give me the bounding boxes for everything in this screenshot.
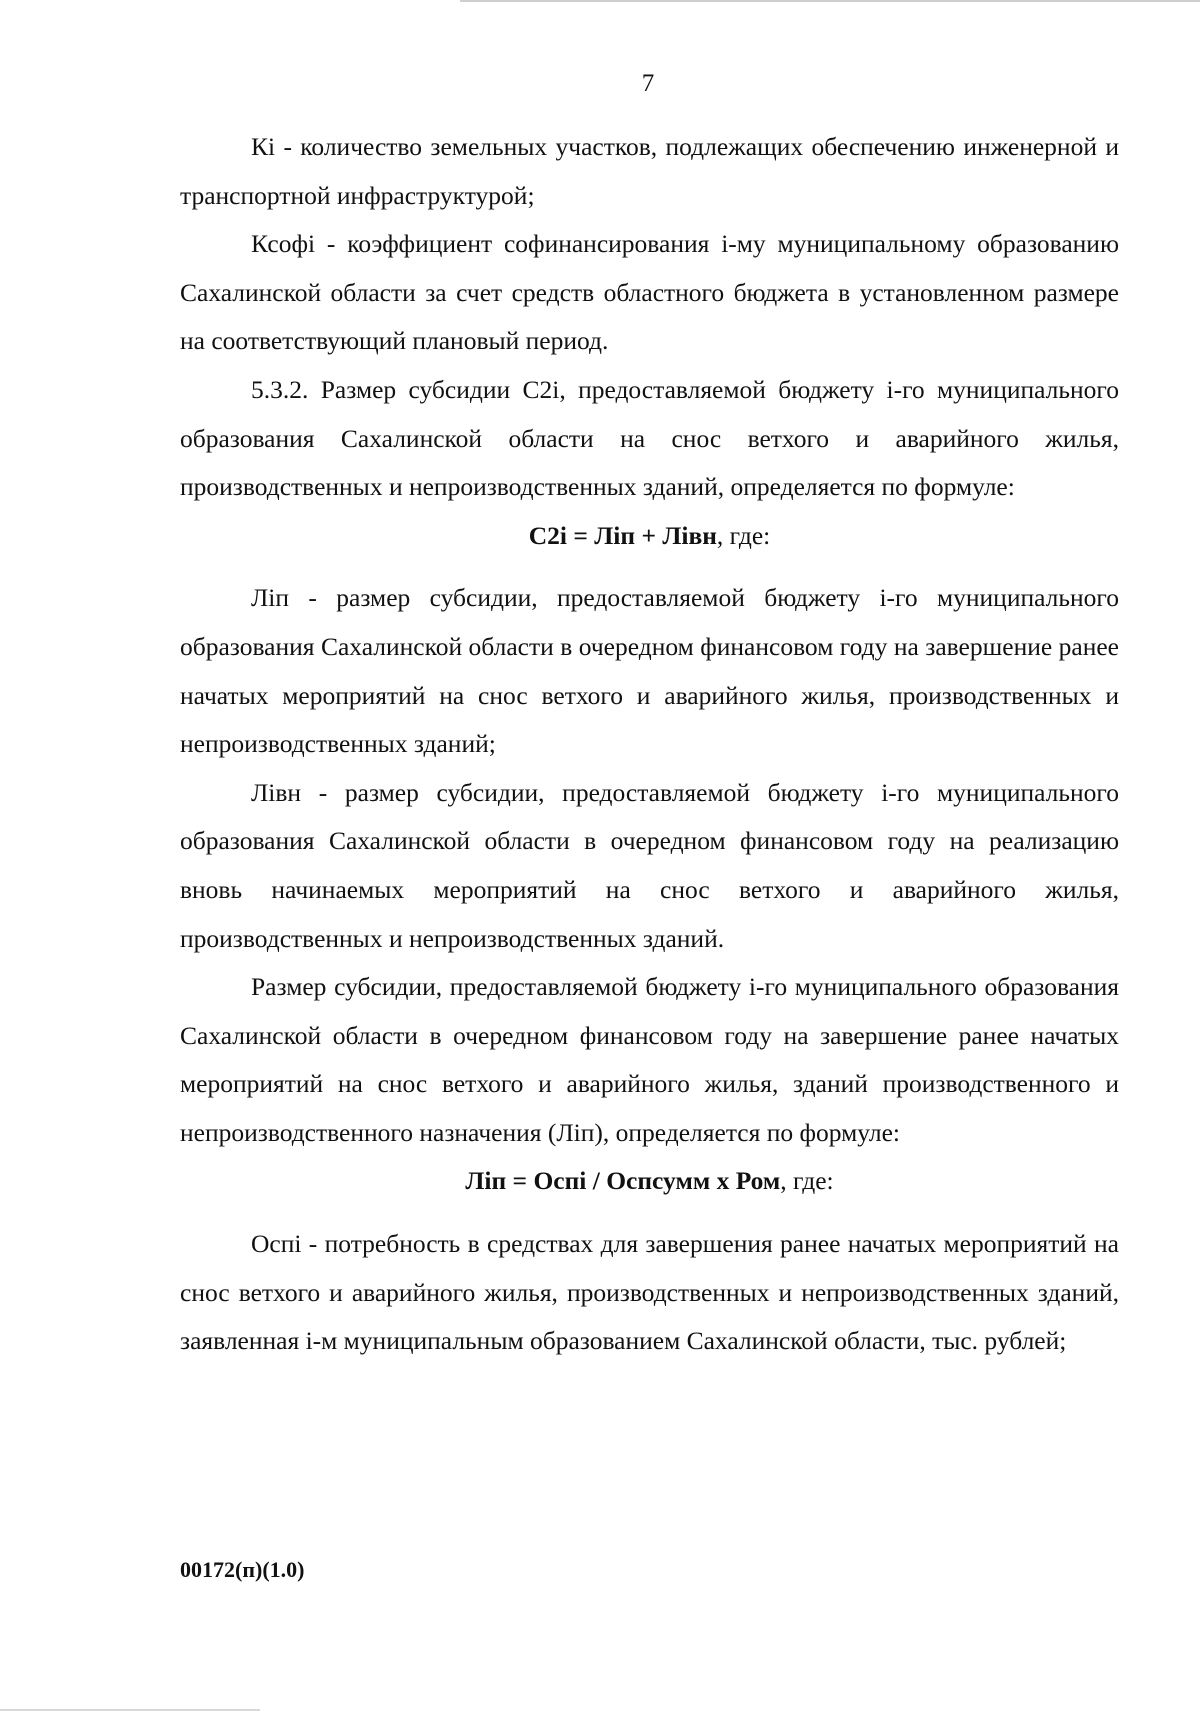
formula-c2i-tail: , где: <box>716 520 771 550</box>
document-body <box>180 123 1119 1366</box>
paragraph-5-3-2: 5.3.2. Размер субсидии С2i, предоставляемой бюджету i-го муниципального образования Сахалинской области на снос ветхого и аварийного жилья, производственных и непроизводственных зданий, определяется по формуле: <box>180 374 1119 502</box>
formula-lip <box>180 1157 1119 1206</box>
paragraph-livn-definition: Лiвн - размер субсидии, предоставляемой бюджету i-го муниципального образования Сахалинской области в очередном финансовом году на реализацию вновь начинаемых мероприятий на снос ветхого и аварийного жилья, производственных и непроизводственных зданий. <box>180 777 1119 953</box>
formula-c2i-expression: С2i = Лiп + Лiвн <box>528 520 717 550</box>
paragraph-lip-size: Размер субсидии, предоставляемой бюджету i-го муниципального образования Сахалинской области в очередном финансовом году на завершение ранее начатых мероприятий на снос ветхого и аварийного жилья, зданий производственного и непроизводственного назначения (Лiп), определяется по формуле: <box>180 972 1119 1147</box>
document-code: 00172(п)(1.0) <box>180 1557 305 1582</box>
scan-edge-top <box>460 0 1200 2</box>
paragraph-lip-definition: Лiп - размер субсидии, предоставляемой бюджету i-го муниципального образования Сахалинской области в очередном финансовом году на завершение ранее начатых мероприятий на снос ветхого и аварийного жилья, производственных и непроизводственных зданий; <box>180 583 1119 759</box>
paragraph-ki-definition: Кi - количество земельных участков, подлежащих обеспечению инженерной и транспортной инфраструктурой; <box>180 132 1119 210</box>
formula-lip-expression: Лiп = Оспi / Оспсумм х Ром <box>465 1166 781 1196</box>
paragraph-ksofi-definition: Ксофi - коэффициент софинансирования i-му муниципальному образованию Сахалинской области за счет средств областного бюджета в установленном размере на соответствующий плановый период. <box>180 229 1119 356</box>
formula-lip-tail: , где: <box>780 1166 834 1196</box>
formula-c2i <box>180 512 1119 561</box>
page-number: 7 <box>641 70 655 97</box>
paragraph-ospi-definition: Оспi - потребность в средствах для завершения ранее начатых мероприятий на снос ветхого и аварийного жилья, производственных и непроизводственных зданий, заявленная i-м муниципальным образованием Сахалинской области, тыс. рублей; <box>180 1229 1119 1356</box>
